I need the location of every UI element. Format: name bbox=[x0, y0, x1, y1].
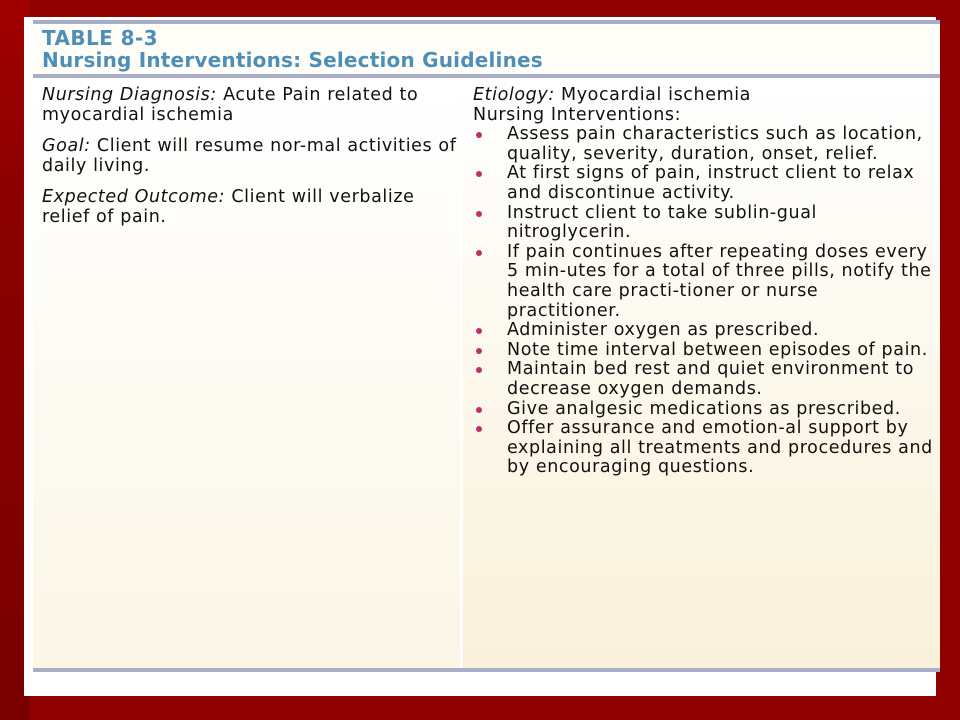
intervention-text: Maintain bed rest and quiet environment to decrease oxygen demands. bbox=[507, 359, 915, 399]
intervention-text: Assess pain characteristics such as location, quality, severity, duration, onset, relief. bbox=[507, 124, 923, 164]
bullet-dot-icon bbox=[476, 407, 482, 413]
list-item bbox=[473, 321, 935, 341]
bullet-dot-icon bbox=[476, 250, 482, 256]
diagnosis-label: Nursing Diagnosis: bbox=[42, 85, 217, 105]
intervention-text: If pain continues after repeating doses every 5 min-utes for a total of three pills, notify the health care practi-tioner or nurse practitioner. bbox=[507, 241, 932, 321]
goal-paragraph bbox=[42, 137, 457, 176]
bullet-dot-icon bbox=[476, 367, 482, 373]
diagnosis-paragraph bbox=[42, 86, 457, 125]
bullet-dot-icon bbox=[476, 328, 482, 334]
etiology-text: Myocardial ischemia bbox=[561, 85, 752, 105]
left-column-content bbox=[42, 86, 457, 240]
list-item bbox=[473, 164, 935, 203]
list-item bbox=[473, 419, 935, 478]
list-item bbox=[473, 243, 935, 321]
goal-text: Client will resume nor-mal activities of daily living. bbox=[42, 136, 457, 176]
list-item bbox=[473, 400, 935, 420]
outcome-label: Expected Outcome: bbox=[42, 187, 226, 208]
nursing-table bbox=[33, 20, 940, 672]
intervention-text: At first signs of pain, instruct client to relax and discontinue activity. bbox=[507, 163, 915, 203]
slide bbox=[24, 17, 936, 696]
intervention-text: Note time interval between episodes of pain. bbox=[507, 339, 928, 360]
table-bottom-rule bbox=[33, 668, 940, 672]
left-column bbox=[33, 78, 462, 672]
table-title-block bbox=[42, 27, 922, 71]
right-column bbox=[463, 78, 940, 672]
outcome-paragraph bbox=[42, 188, 457, 227]
bullet-dot-icon bbox=[476, 132, 482, 138]
list-item bbox=[473, 204, 935, 243]
intervention-text: Offer assurance and emotion-al support by explaining all treatments and procedures and by encouraging questions. bbox=[507, 418, 933, 478]
interventions-heading: Nursing Interventions: bbox=[473, 104, 682, 125]
table-number: TABLE 8-3 bbox=[42, 26, 158, 50]
etiology-line bbox=[473, 86, 935, 106]
diagnosis-text: Acute Pain related to myocardial ischemia bbox=[42, 85, 419, 125]
list-item bbox=[473, 341, 935, 361]
right-column-content bbox=[473, 86, 935, 478]
list-item bbox=[473, 360, 935, 399]
bullet-dot-icon bbox=[476, 426, 482, 432]
table-title: Nursing Interventions: Selection Guidelines bbox=[42, 48, 543, 72]
bullet-dot-icon bbox=[476, 211, 482, 217]
etiology-label: Etiology: bbox=[473, 85, 555, 105]
outcome-text: Client will verbalize relief of pain. bbox=[42, 187, 415, 227]
interventions-list bbox=[473, 125, 935, 478]
bullet-dot-icon bbox=[476, 171, 482, 177]
bullet-dot-icon bbox=[476, 348, 482, 354]
intervention-text: Instruct client to take sublin-gual nitroglycerin. bbox=[507, 202, 817, 243]
list-item bbox=[473, 125, 935, 164]
goal-label: Goal: bbox=[42, 136, 91, 157]
table-top-rule bbox=[33, 20, 940, 24]
intervention-text: Give analgesic medications as prescribed. bbox=[507, 398, 901, 419]
intervention-text: Administer oxygen as prescribed. bbox=[507, 320, 820, 341]
